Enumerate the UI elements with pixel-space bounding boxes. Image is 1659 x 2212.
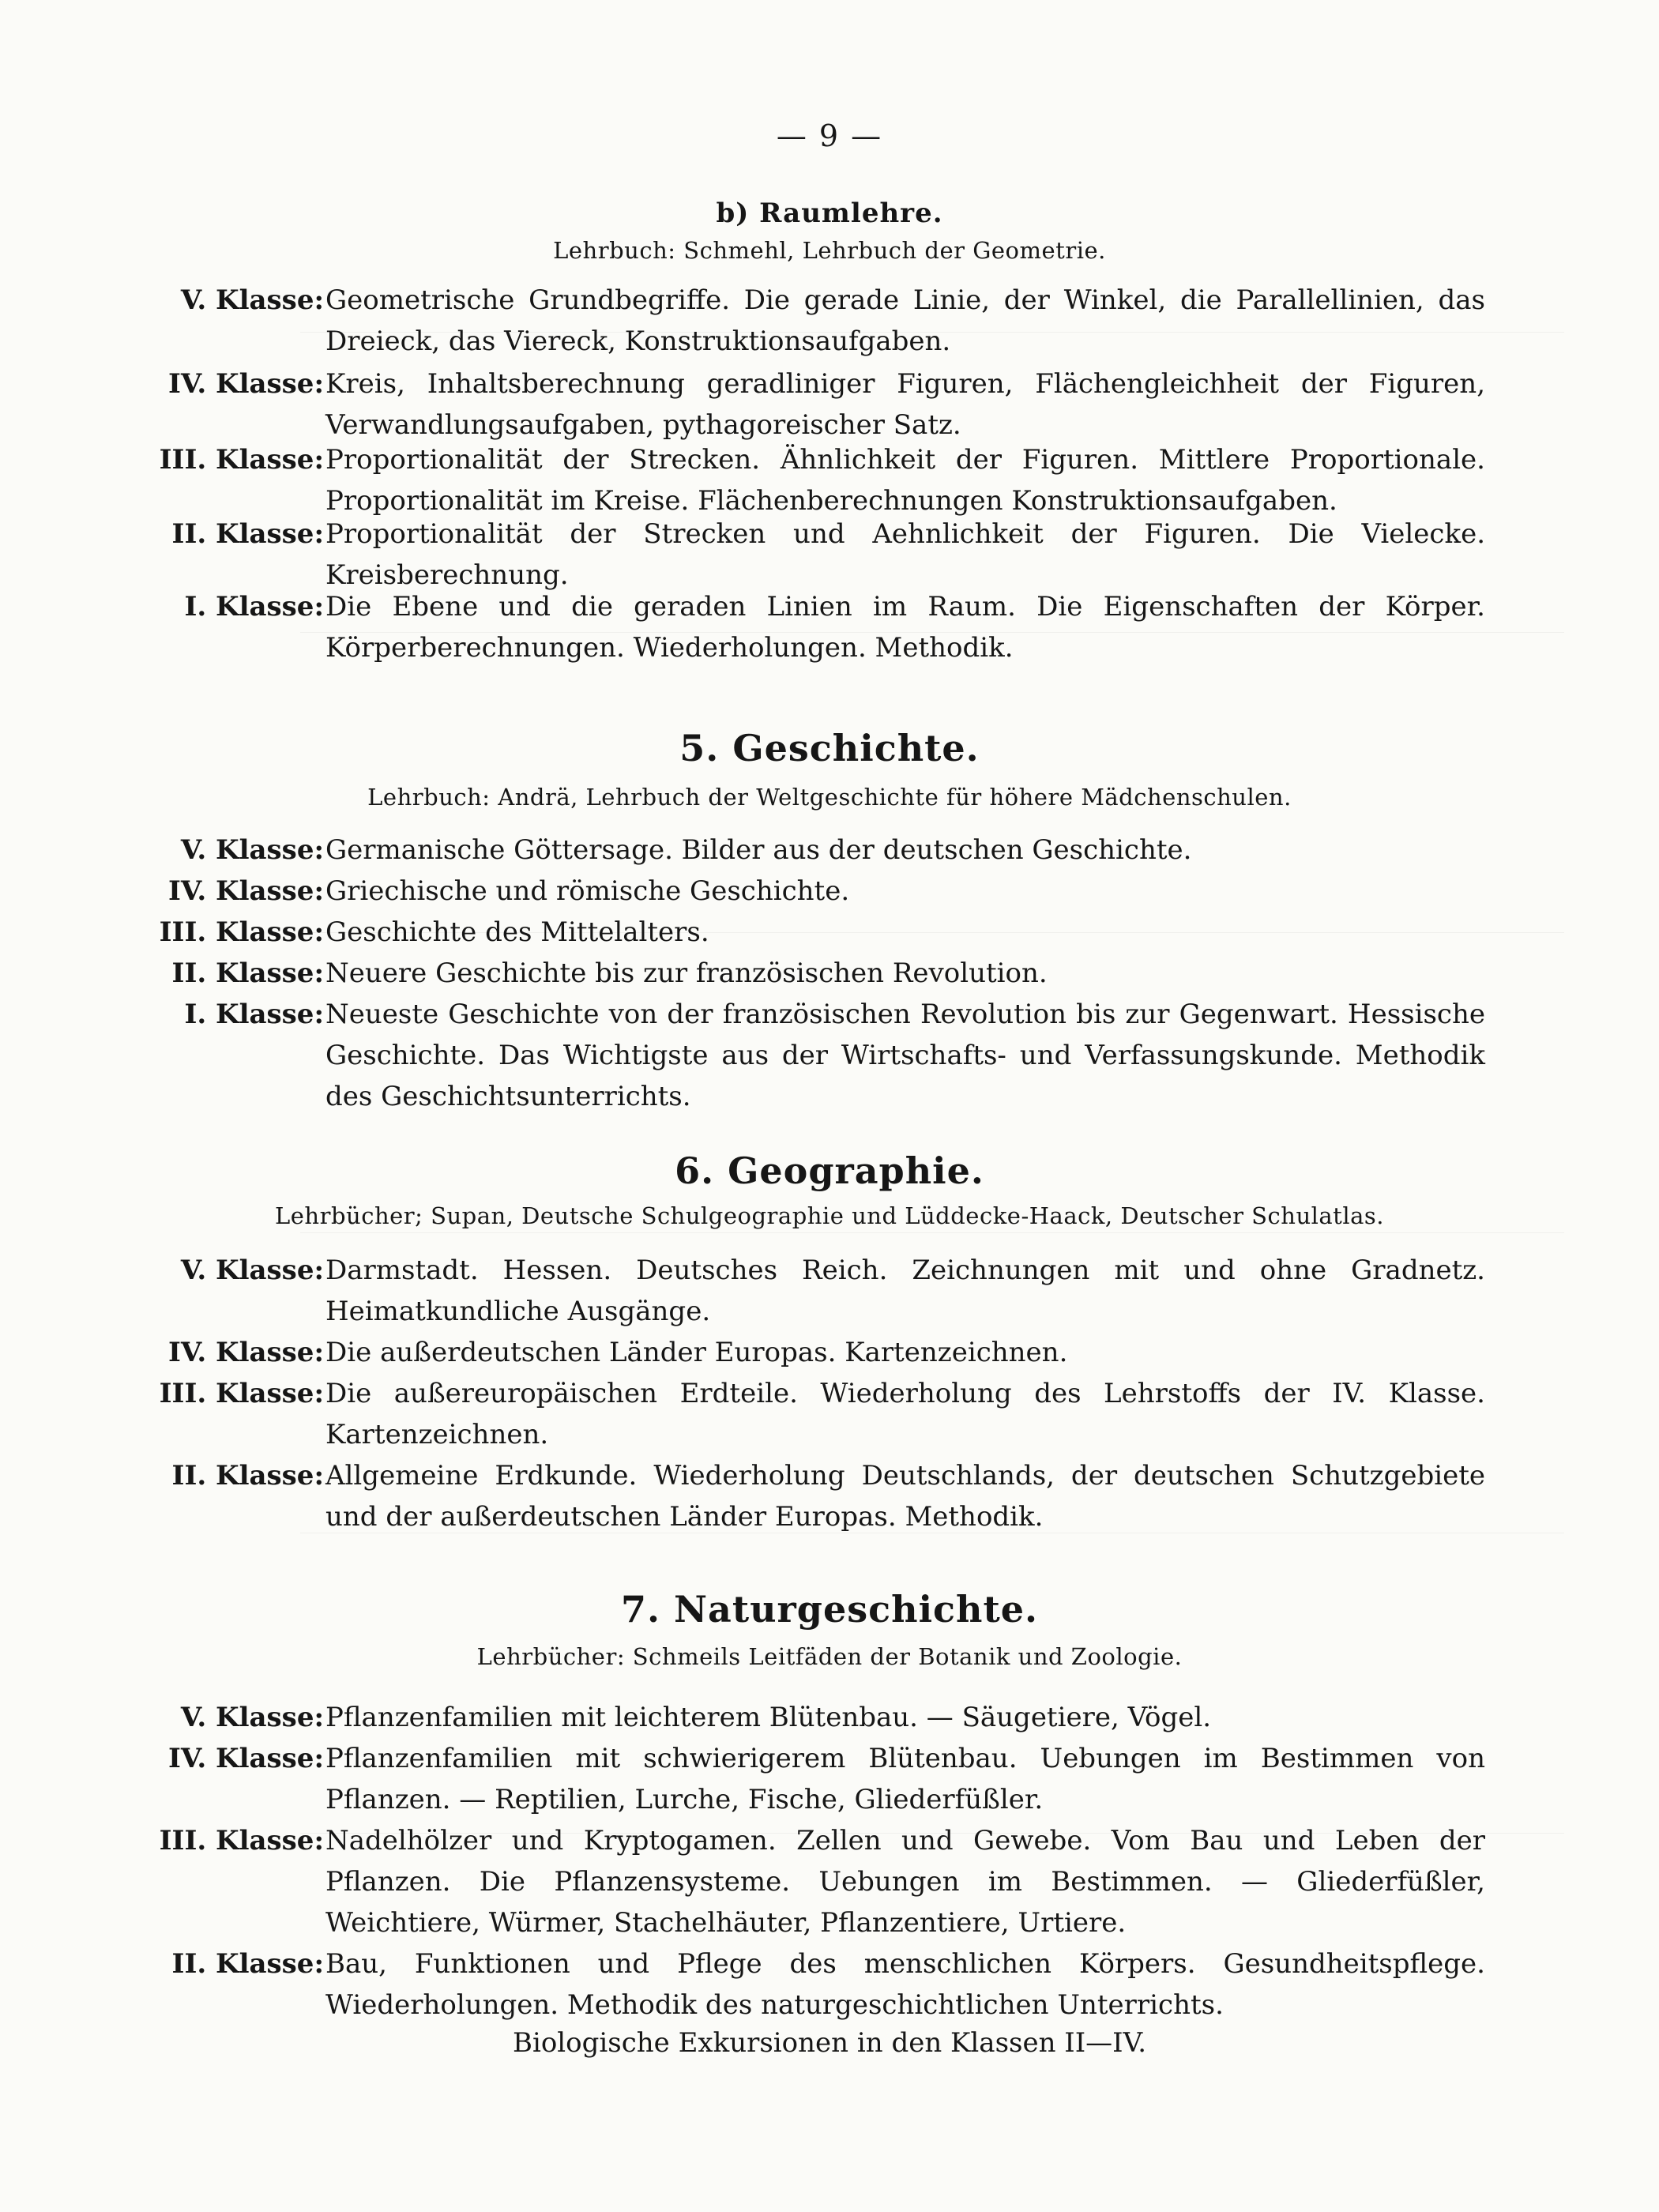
geschichte-entry-iv: [158, 871, 1485, 912]
class-content: Griechische und römische Geschichte.: [325, 875, 850, 907]
class-label: III. Klasse:: [159, 444, 324, 476]
class-content: Darmstadt. Hessen. Deutsches Reich. Zeichnungen mit und ohne Gradnetz. Heimatkundliche Ausgänge.: [325, 1255, 1485, 1327]
textbook-geschichte: Lehrbuch: Andrä, Lehrbuch der Weltgeschichte für höhere Mädchenschulen.: [367, 784, 1292, 811]
textbook-naturgeschichte: Lehrbücher: Schmeils Leitfäden der Botanik und Zoologie.: [476, 1643, 1183, 1670]
geographie-entry-iv: [158, 1332, 1485, 1373]
class-content: Geometrische Grundbegriffe. Die gerade Linie, der Winkel, die Parallellinien, das Dreieck, das Viereck, Konstruktionsaufgaben.: [325, 284, 1485, 357]
class-label: V. Klasse:: [180, 1255, 324, 1286]
class-label: V. Klasse:: [180, 1702, 324, 1733]
class-label: IV. Klasse:: [168, 1337, 324, 1368]
geschichte-entry-i: [158, 994, 1485, 1117]
naturgeschichte-closing-line: Biologische Exkursionen in den Klassen II—IV.: [512, 2027, 1147, 2059]
class-content: Kreis, Inhaltsberechnung geradliniger Figuren, Flächengleichheit der Figuren, Verwandlungsaufgaben, pythagoreischer Satz.: [325, 368, 1485, 441]
class-label: I. Klasse:: [184, 999, 324, 1030]
class-content: Die außerdeutschen Länder Europas. Kartenzeichnen.: [325, 1337, 1068, 1368]
raumlehre-entry-iv: [158, 363, 1485, 446]
naturgeschichte-entry-iv: [158, 1738, 1485, 1820]
class-content: Bau, Funktionen und Pflege des menschlichen Körpers. Gesundheitspflege. Wiederholungen. Methodik des naturgeschichtlichen Unterrichts.: [325, 1948, 1485, 2021]
textbook-raumlehre: Lehrbuch: Schmehl, Lehrbuch der Geometrie.: [553, 237, 1106, 264]
section-title-raumlehre: b) Raumlehre.: [716, 198, 943, 229]
class-label: IV. Klasse:: [168, 1743, 324, 1774]
naturgeschichte-entry-iii: [158, 1820, 1485, 1943]
geographie-entry-v: [158, 1250, 1485, 1332]
naturgeschichte-entry-ii: [158, 1943, 1485, 2026]
class-label: II. Klasse:: [171, 957, 324, 989]
class-label: I. Klasse:: [184, 591, 324, 623]
class-label: IV. Klasse:: [168, 875, 324, 907]
class-content: Pflanzenfamilien mit schwierigerem Blütenbau. Uebungen im Bestimmen von Pflanzen. — Reptilien, Lurche, Fische, Gliederfüßler.: [325, 1743, 1485, 1815]
class-content: Die Ebene und die geraden Linien im Raum. Die Eigenschaften der Körper. Körperberechnungen. Wiederholungen. Methodik.: [325, 591, 1485, 664]
class-label: V. Klasse:: [180, 284, 324, 316]
class-content: Die außereuropäischen Erdteile. Wiederholung des Lehrstoffs der IV. Klasse. Kartenzeichnen.: [325, 1378, 1485, 1450]
class-content: Geschichte des Mittelalters.: [325, 916, 709, 948]
geographie-entry-iii: [158, 1373, 1485, 1455]
raumlehre-entry-iii: [158, 439, 1485, 521]
textbook-geographie: Lehrbücher; Supan, Deutsche Schulgeographie und Lüddecke-Haack, Deutscher Schulatlas.: [275, 1202, 1384, 1229]
class-label: V. Klasse:: [180, 834, 324, 866]
class-label: III. Klasse:: [159, 1825, 324, 1856]
geschichte-entry-ii: [158, 953, 1485, 994]
section-title-geschichte: 5. Geschichte.: [679, 727, 980, 769]
class-content: Neueste Geschichte von der französischen Revolution bis zur Gegenwart. Hessische Geschichte. Das Wichtigste aus der Wirtschafts- und Verfassungskunde. Methodik des Geschichtsunterrichts.: [325, 999, 1485, 1112]
naturgeschichte-entry-v: [158, 1697, 1485, 1738]
section-title-geographie: 6. Geographie.: [675, 1149, 984, 1192]
class-content: Proportionalität der Strecken und Aehnlichkeit der Figuren. Die Vielecke. Kreisberechnung.: [325, 518, 1485, 591]
class-label: II. Klasse:: [171, 1460, 324, 1492]
class-content: Neuere Geschichte bis zur französischen Revolution.: [325, 957, 1048, 989]
section-title-naturgeschichte: 7. Naturgeschichte.: [620, 1588, 1039, 1631]
class-label: III. Klasse:: [159, 916, 324, 948]
geschichte-entry-v: [158, 830, 1485, 871]
geographie-entry-ii: [158, 1455, 1485, 1537]
bleed-through-line: [300, 1232, 1564, 1233]
class-content: Nadelhölzer und Kryptogamen. Zellen und Gewebe. Vom Bau und Leben der Pflanzen. Die Pflanzensysteme. Uebungen im Bestimmen. — Gliederfüßler, Weichtiere, Würmer, Stachelhäuter, Pflanzentiere, Urtiere.: [325, 1825, 1485, 1939]
raumlehre-entry-i: [158, 586, 1485, 668]
class-content: Allgemeine Erdkunde. Wiederholung Deutschlands, der deutschen Schutzgebiete und der außerdeutschen Länder Europas. Methodik.: [325, 1460, 1485, 1533]
class-content: Pflanzenfamilien mit leichterem Blütenbau. — Säugetiere, Vögel.: [325, 1702, 1212, 1733]
class-content: Proportionalität der Strecken. Ähnlichkeit der Figuren. Mittlere Proportionale. Proportionalität im Kreise. Flächenberechnungen Konstruktionsaufgaben.: [325, 444, 1485, 517]
geschichte-entry-iii: [158, 912, 1485, 953]
page-number: — 9 —: [776, 118, 883, 153]
raumlehre-entry-v: [158, 280, 1485, 362]
class-content: Germanische Göttersage. Bilder aus der deutschen Geschichte.: [325, 834, 1192, 866]
class-label: II. Klasse:: [171, 1948, 324, 1980]
class-label: IV. Klasse:: [168, 368, 324, 400]
raumlehre-entry-ii: [158, 514, 1485, 596]
class-label: III. Klasse:: [159, 1378, 324, 1409]
class-label: II. Klasse:: [171, 518, 324, 550]
